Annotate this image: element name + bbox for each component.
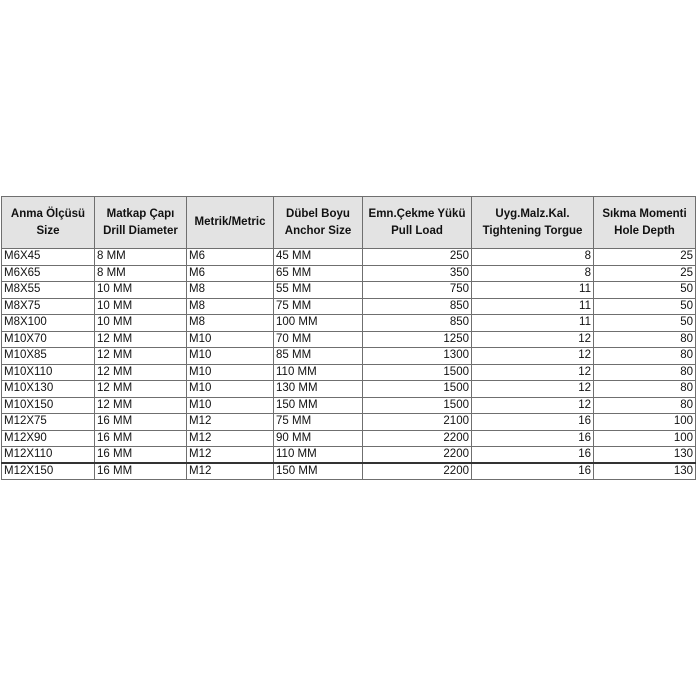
- table-row: [2, 315, 696, 332]
- table-row: [2, 348, 696, 365]
- header-hole-depth: Sıkma Momenti Hole Depth: [594, 197, 696, 249]
- cell-hole-depth: 130: [594, 463, 696, 480]
- cell-drill-diameter: 12 MM: [95, 381, 187, 398]
- cell-drill-diameter: 12 MM: [95, 397, 187, 414]
- cell-hole-depth: 80: [594, 397, 696, 414]
- table-row: [2, 298, 696, 315]
- cell-metric: M12: [187, 447, 274, 464]
- cell-tightening-torque: 12: [472, 364, 594, 381]
- cell-metric: M12: [187, 414, 274, 431]
- cell-anchor-size: 45 MM: [274, 249, 363, 266]
- cell-size: M12X90: [2, 430, 95, 447]
- header-drill-diameter: Matkap Çapı Drill Diameter: [95, 197, 187, 249]
- cell-metric: M10: [187, 348, 274, 365]
- cell-anchor-size: 55 MM: [274, 282, 363, 299]
- cell-metric: M10: [187, 331, 274, 348]
- cell-drill-diameter: 10 MM: [95, 298, 187, 315]
- cell-anchor-size: 65 MM: [274, 265, 363, 282]
- cell-metric: M8: [187, 282, 274, 299]
- cell-hole-depth: 50: [594, 282, 696, 299]
- cell-pull-load: 1500: [363, 364, 472, 381]
- cell-tightening-torque: 16: [472, 463, 594, 480]
- cell-pull-load: 350: [363, 265, 472, 282]
- cell-pull-load: 1500: [363, 381, 472, 398]
- cell-metric: M8: [187, 315, 274, 332]
- cell-size: M8X75: [2, 298, 95, 315]
- cell-drill-diameter: 16 MM: [95, 430, 187, 447]
- cell-metric: M12: [187, 463, 274, 480]
- cell-anchor-size: 85 MM: [274, 348, 363, 365]
- cell-pull-load: 750: [363, 282, 472, 299]
- cell-hole-depth: 80: [594, 381, 696, 398]
- table-row: [2, 282, 696, 299]
- cell-size: M10X150: [2, 397, 95, 414]
- cell-drill-diameter: 8 MM: [95, 249, 187, 266]
- cell-anchor-size: 110 MM: [274, 364, 363, 381]
- cell-hole-depth: 80: [594, 331, 696, 348]
- cell-metric: M6: [187, 265, 274, 282]
- cell-pull-load: 1250: [363, 331, 472, 348]
- cell-tightening-torque: 16: [472, 447, 594, 464]
- cell-tightening-torque: 8: [472, 249, 594, 266]
- cell-tightening-torque: 11: [472, 298, 594, 315]
- header-anchor-size: Dübel Boyu Anchor Size: [274, 197, 363, 249]
- cell-size: M10X85: [2, 348, 95, 365]
- cell-size: M12X150: [2, 463, 95, 480]
- cell-drill-diameter: 12 MM: [95, 348, 187, 365]
- table-row: [2, 331, 696, 348]
- table-row: [2, 430, 696, 447]
- cell-anchor-size: 130 MM: [274, 381, 363, 398]
- cell-pull-load: 850: [363, 298, 472, 315]
- cell-drill-diameter: 16 MM: [95, 414, 187, 431]
- cell-hole-depth: 80: [594, 348, 696, 365]
- cell-hole-depth: 25: [594, 265, 696, 282]
- cell-anchor-size: 75 MM: [274, 298, 363, 315]
- cell-size: M12X110: [2, 447, 95, 464]
- cell-size: M10X110: [2, 364, 95, 381]
- cell-tightening-torque: 12: [472, 348, 594, 365]
- cell-size: M6X45: [2, 249, 95, 266]
- cell-metric: M8: [187, 298, 274, 315]
- cell-size: M10X130: [2, 381, 95, 398]
- header-tightening-torque: Uyg.Malz.Kal. Tightening Torgue: [472, 197, 594, 249]
- cell-size: M10X70: [2, 331, 95, 348]
- cell-size: M8X100: [2, 315, 95, 332]
- cell-anchor-size: 70 MM: [274, 331, 363, 348]
- cell-pull-load: 2200: [363, 430, 472, 447]
- cell-anchor-size: 110 MM: [274, 447, 363, 464]
- cell-anchor-size: 90 MM: [274, 430, 363, 447]
- header-pull-load: Emn.Çekme Yükü Pull Load: [363, 197, 472, 249]
- cell-drill-diameter: 10 MM: [95, 315, 187, 332]
- cell-pull-load: 1300: [363, 348, 472, 365]
- cell-hole-depth: 100: [594, 414, 696, 431]
- cell-metric: M6: [187, 249, 274, 266]
- cell-size: M8X55: [2, 282, 95, 299]
- cell-pull-load: 2200: [363, 447, 472, 464]
- cell-size: M6X65: [2, 265, 95, 282]
- cell-drill-diameter: 10 MM: [95, 282, 187, 299]
- table-row: [2, 364, 696, 381]
- cell-pull-load: 850: [363, 315, 472, 332]
- cell-pull-load: 1500: [363, 397, 472, 414]
- cell-anchor-size: 150 MM: [274, 397, 363, 414]
- cell-tightening-torque: 12: [472, 381, 594, 398]
- cell-drill-diameter: 12 MM: [95, 331, 187, 348]
- anchor-spec-table: [1, 196, 696, 480]
- cell-pull-load: 2200: [363, 463, 472, 480]
- table-row: [2, 249, 696, 266]
- cell-drill-diameter: 16 MM: [95, 463, 187, 480]
- cell-tightening-torque: 16: [472, 430, 594, 447]
- cell-anchor-size: 100 MM: [274, 315, 363, 332]
- cell-tightening-torque: 11: [472, 315, 594, 332]
- cell-tightening-torque: 16: [472, 414, 594, 431]
- cell-hole-depth: 130: [594, 447, 696, 464]
- table-row: [2, 447, 696, 464]
- table-row: [2, 265, 696, 282]
- header-metric: Metrik/Metric: [187, 197, 274, 249]
- cell-metric: M10: [187, 364, 274, 381]
- cell-drill-diameter: 8 MM: [95, 265, 187, 282]
- cell-drill-diameter: 16 MM: [95, 447, 187, 464]
- table-row: [2, 463, 696, 480]
- cell-metric: M12: [187, 430, 274, 447]
- cell-pull-load: 2100: [363, 414, 472, 431]
- table-row: [2, 414, 696, 431]
- cell-hole-depth: 50: [594, 298, 696, 315]
- cell-anchor-size: 150 MM: [274, 463, 363, 480]
- cell-hole-depth: 80: [594, 364, 696, 381]
- header-row: [2, 197, 696, 249]
- cell-size: M12X75: [2, 414, 95, 431]
- cell-tightening-torque: 11: [472, 282, 594, 299]
- cell-metric: M10: [187, 397, 274, 414]
- header-size: Anma Ölçüsü Size: [2, 197, 95, 249]
- cell-metric: M10: [187, 381, 274, 398]
- table-row: [2, 397, 696, 414]
- cell-anchor-size: 75 MM: [274, 414, 363, 431]
- cell-hole-depth: 100: [594, 430, 696, 447]
- cell-hole-depth: 25: [594, 249, 696, 266]
- cell-drill-diameter: 12 MM: [95, 364, 187, 381]
- cell-tightening-torque: 12: [472, 331, 594, 348]
- table-row: [2, 381, 696, 398]
- cell-pull-load: 250: [363, 249, 472, 266]
- cell-tightening-torque: 12: [472, 397, 594, 414]
- cell-tightening-torque: 8: [472, 265, 594, 282]
- cell-hole-depth: 50: [594, 315, 696, 332]
